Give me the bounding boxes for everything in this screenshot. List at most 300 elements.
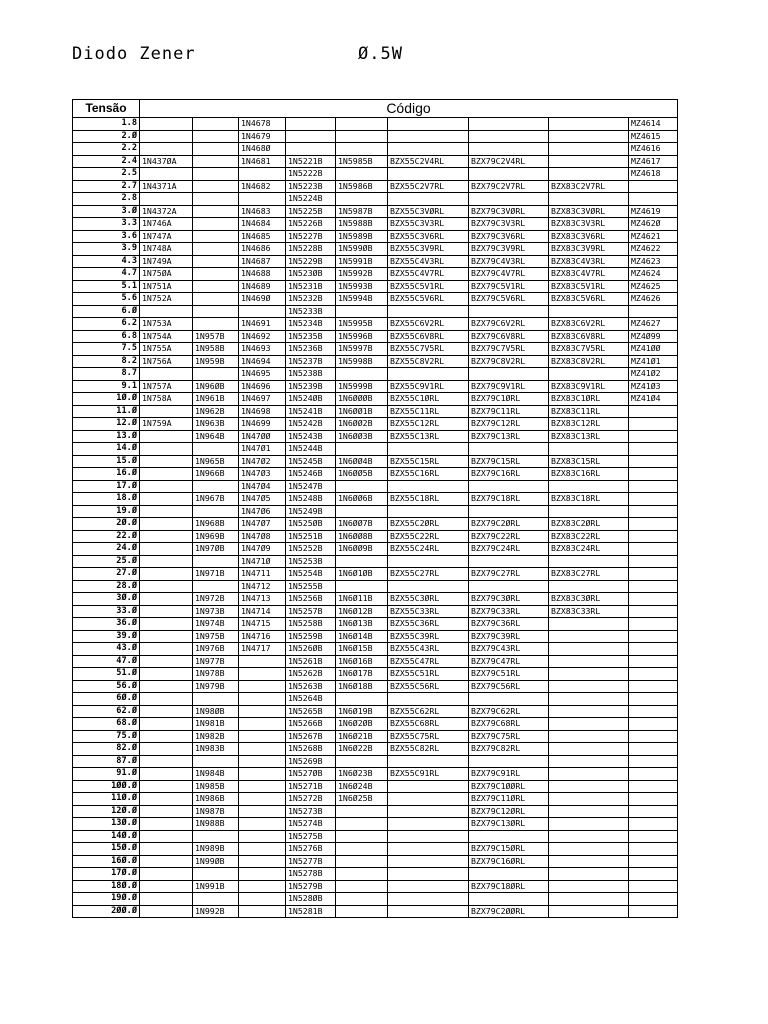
code-cell bbox=[239, 680, 286, 693]
table-row bbox=[73, 868, 678, 881]
code-cell bbox=[549, 155, 629, 168]
code-cell: BZX55C3V6RL bbox=[388, 230, 469, 243]
code-cell: 1N966B bbox=[193, 468, 239, 481]
code-cell bbox=[140, 368, 193, 381]
code-cell: BZX79C3V6RL bbox=[469, 230, 549, 243]
code-cell bbox=[336, 855, 388, 868]
code-cell: 1N5269B bbox=[286, 755, 336, 768]
code-cell bbox=[140, 305, 193, 318]
code-cell: 1N4687 bbox=[239, 255, 286, 268]
code-cell: 1N5239B bbox=[286, 380, 336, 393]
code-cell bbox=[193, 243, 239, 256]
code-cell bbox=[193, 180, 239, 193]
code-cell: 1N5999B bbox=[336, 380, 388, 393]
code-cell: MZ4619 bbox=[629, 205, 678, 218]
code-cell bbox=[469, 143, 549, 156]
code-cell bbox=[549, 168, 629, 181]
code-cell bbox=[549, 830, 629, 843]
code-cell bbox=[239, 668, 286, 681]
table-row bbox=[73, 768, 678, 781]
code-cell: MZ4617 bbox=[629, 155, 678, 168]
code-cell bbox=[239, 768, 286, 781]
code-cell bbox=[193, 868, 239, 881]
code-cell bbox=[140, 755, 193, 768]
code-cell bbox=[388, 818, 469, 831]
table-row bbox=[73, 680, 678, 693]
code-cell: BZX79C36RL bbox=[469, 618, 549, 631]
code-cell bbox=[629, 618, 678, 631]
code-cell: 1N47Ø4 bbox=[239, 480, 286, 493]
code-cell bbox=[629, 805, 678, 818]
code-cell: 1N4715 bbox=[239, 618, 286, 631]
code-cell: BZX79C7V5RL bbox=[469, 343, 549, 356]
code-cell bbox=[193, 280, 239, 293]
code-cell: BZX83C4V7RL bbox=[549, 268, 629, 281]
table-row bbox=[73, 543, 678, 556]
code-cell: BZX83C27RL bbox=[549, 568, 629, 581]
code-cell: 1N5258B bbox=[286, 618, 336, 631]
code-cell bbox=[469, 693, 549, 706]
code-cell: 1N5244B bbox=[286, 443, 336, 456]
code-cell bbox=[140, 705, 193, 718]
code-cell bbox=[629, 518, 678, 531]
code-cell bbox=[629, 568, 678, 581]
code-cell: BZX79C2V7RL bbox=[469, 180, 549, 193]
code-cell bbox=[629, 605, 678, 618]
code-cell: 1N5265B bbox=[286, 705, 336, 718]
code-cell: BZX55C16RL bbox=[388, 468, 469, 481]
code-cell: 1N4713 bbox=[239, 593, 286, 606]
code-cell: 1N96ØB bbox=[193, 380, 239, 393]
code-cell bbox=[549, 893, 629, 906]
voltage-cell: 68.Ø bbox=[73, 718, 140, 731]
code-cell bbox=[193, 218, 239, 231]
code-cell bbox=[193, 893, 239, 906]
code-cell bbox=[629, 543, 678, 556]
code-cell bbox=[549, 480, 629, 493]
code-cell: 1N6ØØ6B bbox=[336, 493, 388, 506]
voltage-cell: 2.7 bbox=[73, 180, 140, 193]
code-cell: 1N5225B bbox=[286, 205, 336, 218]
code-cell: 1N4699 bbox=[239, 418, 286, 431]
code-cell bbox=[140, 805, 193, 818]
code-cell bbox=[629, 643, 678, 656]
code-cell bbox=[629, 743, 678, 756]
code-cell: 1N5262B bbox=[286, 668, 336, 681]
code-cell: BZX83C33RL bbox=[549, 605, 629, 618]
code-cell: 1N525ØB bbox=[286, 518, 336, 531]
code-cell: BZX79C4V7RL bbox=[469, 268, 549, 281]
code-cell bbox=[193, 505, 239, 518]
code-cell bbox=[388, 830, 469, 843]
code-cell: 1N5233B bbox=[286, 305, 336, 318]
code-cell: BZX55C11RL bbox=[388, 405, 469, 418]
code-cell bbox=[549, 193, 629, 206]
code-cell bbox=[388, 443, 469, 456]
code-cell bbox=[140, 568, 193, 581]
table-row bbox=[73, 580, 678, 593]
code-cell bbox=[140, 580, 193, 593]
code-cell: 1N6ØØ5B bbox=[336, 468, 388, 481]
code-cell: 1N4689 bbox=[239, 280, 286, 293]
code-cell bbox=[140, 718, 193, 731]
code-cell bbox=[388, 555, 469, 568]
table-row bbox=[73, 818, 678, 831]
table-row bbox=[73, 180, 678, 193]
code-cell: BZX55C8V2RL bbox=[388, 355, 469, 368]
code-cell: 1N968B bbox=[193, 518, 239, 531]
voltage-cell: 5.6 bbox=[73, 293, 140, 306]
code-cell bbox=[549, 818, 629, 831]
code-cell: 1N471Ø bbox=[239, 555, 286, 568]
code-cell: 1N97ØB bbox=[193, 543, 239, 556]
code-cell bbox=[193, 830, 239, 843]
code-cell: 1N972B bbox=[193, 593, 239, 606]
code-cell: 1N5996B bbox=[336, 330, 388, 343]
code-cell: BZX79C3VØRL bbox=[469, 205, 549, 218]
table-row bbox=[73, 305, 678, 318]
code-cell bbox=[239, 305, 286, 318]
code-cell bbox=[193, 168, 239, 181]
voltage-cell: 22.Ø bbox=[73, 530, 140, 543]
code-cell bbox=[140, 480, 193, 493]
voltage-cell: 56.Ø bbox=[73, 680, 140, 693]
code-cell: 1N6ØØ8B bbox=[336, 530, 388, 543]
code-cell bbox=[239, 855, 286, 868]
code-cell: BZX79C3ØRL bbox=[469, 593, 549, 606]
voltage-cell: 17Ø.Ø bbox=[73, 868, 140, 881]
code-cell bbox=[193, 368, 239, 381]
code-cell bbox=[140, 505, 193, 518]
code-cell: MZ4616 bbox=[629, 143, 678, 156]
code-cell bbox=[140, 543, 193, 556]
voltage-cell: 14Ø.Ø bbox=[73, 830, 140, 843]
code-cell bbox=[629, 493, 678, 506]
voltage-cell: 3.9 bbox=[73, 243, 140, 256]
code-cell bbox=[629, 305, 678, 318]
code-cell bbox=[336, 143, 388, 156]
code-cell: 1N748A bbox=[140, 243, 193, 256]
code-cell: 1N5271B bbox=[286, 780, 336, 793]
voltage-cell: 6.Ø bbox=[73, 305, 140, 318]
code-cell: 1N984B bbox=[193, 768, 239, 781]
code-cell bbox=[140, 405, 193, 418]
code-cell: 1N47Ø5 bbox=[239, 493, 286, 506]
code-cell: BZX55C3V3RL bbox=[388, 218, 469, 231]
code-cell: BZX83C6V2RL bbox=[549, 318, 629, 331]
table-row bbox=[73, 855, 678, 868]
voltage-cell: 18.Ø bbox=[73, 493, 140, 506]
voltage-cell: 91.Ø bbox=[73, 768, 140, 781]
code-cell: BZX79C11ØRL bbox=[469, 793, 549, 806]
code-cell: BZX55C2ØRL bbox=[388, 518, 469, 531]
table-row bbox=[73, 218, 678, 231]
code-cell bbox=[388, 880, 469, 893]
table-row bbox=[73, 518, 678, 531]
code-cell: 1N6ØØ2B bbox=[336, 418, 388, 431]
code-cell bbox=[549, 643, 629, 656]
code-cell: 1N5224B bbox=[286, 193, 336, 206]
code-cell: 1N751A bbox=[140, 280, 193, 293]
code-cell bbox=[388, 505, 469, 518]
code-cell bbox=[239, 893, 286, 906]
code-cell bbox=[193, 293, 239, 306]
code-cell: 1N5227B bbox=[286, 230, 336, 243]
code-cell: 1N6Ø11B bbox=[336, 593, 388, 606]
code-cell: 1N6Ø2ØB bbox=[336, 718, 388, 731]
code-cell: BZX79C16ØRL bbox=[469, 855, 549, 868]
code-cell: BZX79C4V3RL bbox=[469, 255, 549, 268]
code-cell: 1N5272B bbox=[286, 793, 336, 806]
table-row bbox=[73, 318, 678, 331]
code-cell bbox=[140, 818, 193, 831]
code-cell bbox=[549, 680, 629, 693]
code-cell: 1N981B bbox=[193, 718, 239, 731]
voltage-cell: 5.1 bbox=[73, 280, 140, 293]
code-cell: 1N983B bbox=[193, 743, 239, 756]
code-cell: BZX83C5V6RL bbox=[549, 293, 629, 306]
code-cell bbox=[286, 118, 336, 131]
code-cell: MZ4615 bbox=[629, 130, 678, 143]
code-cell bbox=[336, 368, 388, 381]
code-cell: 1N6Ø24B bbox=[336, 780, 388, 793]
code-cell bbox=[193, 130, 239, 143]
code-cell: 1N5246B bbox=[286, 468, 336, 481]
code-cell: BZX55C2V7RL bbox=[388, 180, 469, 193]
code-cell: BZX83C16RL bbox=[549, 468, 629, 481]
code-cell: 1N6Ø25B bbox=[336, 793, 388, 806]
code-cell bbox=[629, 718, 678, 731]
code-cell: MZ4614 bbox=[629, 118, 678, 131]
code-cell bbox=[388, 580, 469, 593]
code-cell bbox=[140, 618, 193, 631]
code-cell: BZX83C11RL bbox=[549, 405, 629, 418]
code-cell: 1N5267B bbox=[286, 730, 336, 743]
code-cell: 1N5222B bbox=[286, 168, 336, 181]
code-cell: 1N4714 bbox=[239, 605, 286, 618]
voltage-cell: 47.Ø bbox=[73, 655, 140, 668]
code-cell bbox=[629, 818, 678, 831]
code-cell: 1N975B bbox=[193, 630, 239, 643]
code-cell: 1N4696 bbox=[239, 380, 286, 393]
code-cell: 1N5275B bbox=[286, 830, 336, 843]
code-cell bbox=[469, 893, 549, 906]
code-cell bbox=[336, 443, 388, 456]
code-cell: 1N5256B bbox=[286, 593, 336, 606]
code-cell: 1N527ØB bbox=[286, 768, 336, 781]
code-cell: BZX79C39RL bbox=[469, 630, 549, 643]
code-cell: 1N986B bbox=[193, 793, 239, 806]
voltage-cell: 19.Ø bbox=[73, 505, 140, 518]
code-cell: 1N5226B bbox=[286, 218, 336, 231]
code-cell bbox=[469, 118, 549, 131]
code-cell: BZX55C15RL bbox=[388, 455, 469, 468]
code-cell bbox=[629, 593, 678, 606]
table-row bbox=[73, 418, 678, 431]
code-cell: MZ4621 bbox=[629, 230, 678, 243]
code-cell bbox=[140, 843, 193, 856]
code-cell: 1N4684 bbox=[239, 218, 286, 231]
code-cell bbox=[193, 193, 239, 206]
code-cell bbox=[193, 155, 239, 168]
voltage-cell: 3Ø.Ø bbox=[73, 593, 140, 606]
code-cell bbox=[388, 143, 469, 156]
code-cell bbox=[629, 855, 678, 868]
code-cell: BZX55C33RL bbox=[388, 605, 469, 618]
voltage-cell: 3.6 bbox=[73, 230, 140, 243]
code-cell: 1N963B bbox=[193, 418, 239, 431]
voltage-cell: 43.Ø bbox=[73, 643, 140, 656]
code-cell: 1N5253B bbox=[286, 555, 336, 568]
code-cell: BZX55C18RL bbox=[388, 493, 469, 506]
code-cell bbox=[549, 618, 629, 631]
code-cell: 1N5279B bbox=[286, 880, 336, 893]
code-cell: BZX79C56RL bbox=[469, 680, 549, 693]
voltage-cell: 8.7 bbox=[73, 368, 140, 381]
code-cell bbox=[629, 580, 678, 593]
code-cell bbox=[629, 443, 678, 456]
code-cell: BZX79C11RL bbox=[469, 405, 549, 418]
table-row bbox=[73, 130, 678, 143]
code-cell: BZX79C51RL bbox=[469, 668, 549, 681]
voltage-cell: 19Ø.Ø bbox=[73, 893, 140, 906]
code-cell bbox=[629, 693, 678, 706]
code-cell bbox=[549, 443, 629, 456]
code-cell: BZX79C12ØRL bbox=[469, 805, 549, 818]
code-cell: 1N962B bbox=[193, 405, 239, 418]
code-cell bbox=[336, 880, 388, 893]
code-cell bbox=[193, 255, 239, 268]
code-cell bbox=[549, 305, 629, 318]
code-cell bbox=[336, 580, 388, 593]
code-cell: BZX83C2V7RL bbox=[549, 180, 629, 193]
table-row bbox=[73, 255, 678, 268]
code-cell bbox=[239, 718, 286, 731]
code-cell bbox=[629, 668, 678, 681]
code-cell bbox=[549, 505, 629, 518]
code-cell: 1N6Ø16B bbox=[336, 655, 388, 668]
code-cell: BZX79C15ØRL bbox=[469, 843, 549, 856]
code-cell: BZX55C9V1RL bbox=[388, 380, 469, 393]
table-row bbox=[73, 243, 678, 256]
code-cell: 1N5274B bbox=[286, 818, 336, 831]
table-row bbox=[73, 230, 678, 243]
code-cell: 1N973B bbox=[193, 605, 239, 618]
code-cell bbox=[388, 805, 469, 818]
code-cell: 1N5221B bbox=[286, 155, 336, 168]
code-cell bbox=[336, 755, 388, 768]
code-cell bbox=[469, 305, 549, 318]
code-cell bbox=[140, 518, 193, 531]
code-cell: BZX83C22RL bbox=[549, 530, 629, 543]
code-cell bbox=[239, 843, 286, 856]
code-cell: BZX55C13RL bbox=[388, 430, 469, 443]
code-cell: 1N526ØB bbox=[286, 643, 336, 656]
code-cell: 1N6Ø22B bbox=[336, 743, 388, 756]
code-cell: BZX83C15RL bbox=[549, 455, 629, 468]
code-cell bbox=[629, 430, 678, 443]
zener-table bbox=[72, 99, 678, 918]
table-row bbox=[73, 205, 678, 218]
code-cell: 1N6Ø23B bbox=[336, 768, 388, 781]
voltage-cell: 15Ø.Ø bbox=[73, 843, 140, 856]
code-cell: BZX79C62RL bbox=[469, 705, 549, 718]
table-row bbox=[73, 455, 678, 468]
table-row bbox=[73, 393, 678, 406]
code-cell bbox=[193, 755, 239, 768]
code-cell bbox=[193, 555, 239, 568]
code-cell: MZ462Ø bbox=[629, 218, 678, 231]
voltage-cell: 82.Ø bbox=[73, 743, 140, 756]
code-cell: 1N4678 bbox=[239, 118, 286, 131]
code-cell: BZX83C3V3RL bbox=[549, 218, 629, 231]
code-cell: 1N5261B bbox=[286, 655, 336, 668]
code-cell bbox=[629, 555, 678, 568]
table-row bbox=[73, 605, 678, 618]
code-cell bbox=[239, 868, 286, 881]
code-cell bbox=[549, 655, 629, 668]
code-cell: BZX79C33RL bbox=[469, 605, 549, 618]
code-cell bbox=[193, 230, 239, 243]
code-cell bbox=[336, 818, 388, 831]
code-cell bbox=[286, 143, 336, 156]
code-cell: 1N4717 bbox=[239, 643, 286, 656]
code-cell: BZX79C6V2RL bbox=[469, 318, 549, 331]
table-row bbox=[73, 880, 678, 893]
code-cell bbox=[140, 193, 193, 206]
code-cell bbox=[629, 680, 678, 693]
code-cell: BZX55C1ØRL bbox=[388, 393, 469, 406]
code-cell: 1N6ØØØB bbox=[336, 393, 388, 406]
code-cell: 1N4686 bbox=[239, 243, 286, 256]
code-cell: 1N4698 bbox=[239, 405, 286, 418]
code-cell: 1N99ØB bbox=[193, 855, 239, 868]
voltage-cell: 87.Ø bbox=[73, 755, 140, 768]
code-cell: BZX79C6V8RL bbox=[469, 330, 549, 343]
code-cell bbox=[549, 555, 629, 568]
code-cell: 1N5255B bbox=[286, 580, 336, 593]
code-cell bbox=[629, 793, 678, 806]
code-cell: 1N991B bbox=[193, 880, 239, 893]
code-cell: MZ4625 bbox=[629, 280, 678, 293]
code-cell: BZX55C12RL bbox=[388, 418, 469, 431]
code-cell bbox=[549, 668, 629, 681]
code-cell bbox=[549, 130, 629, 143]
code-cell: 1N47Ø8 bbox=[239, 530, 286, 543]
code-cell bbox=[336, 830, 388, 843]
voltage-cell: 36.Ø bbox=[73, 618, 140, 631]
voltage-cell: 14.Ø bbox=[73, 443, 140, 456]
table-body bbox=[73, 118, 678, 918]
voltage-cell: 6.8 bbox=[73, 330, 140, 343]
code-cell: BZX55C43RL bbox=[388, 643, 469, 656]
code-cell: BZX79C13ØRL bbox=[469, 818, 549, 831]
code-cell: 1N5242B bbox=[286, 418, 336, 431]
code-cell bbox=[629, 480, 678, 493]
code-cell: BZX55C62RL bbox=[388, 705, 469, 718]
code-cell: BZX79C2ØRL bbox=[469, 518, 549, 531]
code-cell: 1N5251B bbox=[286, 530, 336, 543]
code-cell bbox=[469, 555, 549, 568]
code-cell bbox=[469, 443, 549, 456]
voltage-cell: 18Ø.Ø bbox=[73, 880, 140, 893]
code-cell: BZX83C9V1RL bbox=[549, 380, 629, 393]
code-cell bbox=[469, 193, 549, 206]
code-cell: BZX55C3VØRL bbox=[388, 205, 469, 218]
code-cell: BZX79C16RL bbox=[469, 468, 549, 481]
code-cell: 1N982B bbox=[193, 730, 239, 743]
code-cell bbox=[140, 680, 193, 693]
